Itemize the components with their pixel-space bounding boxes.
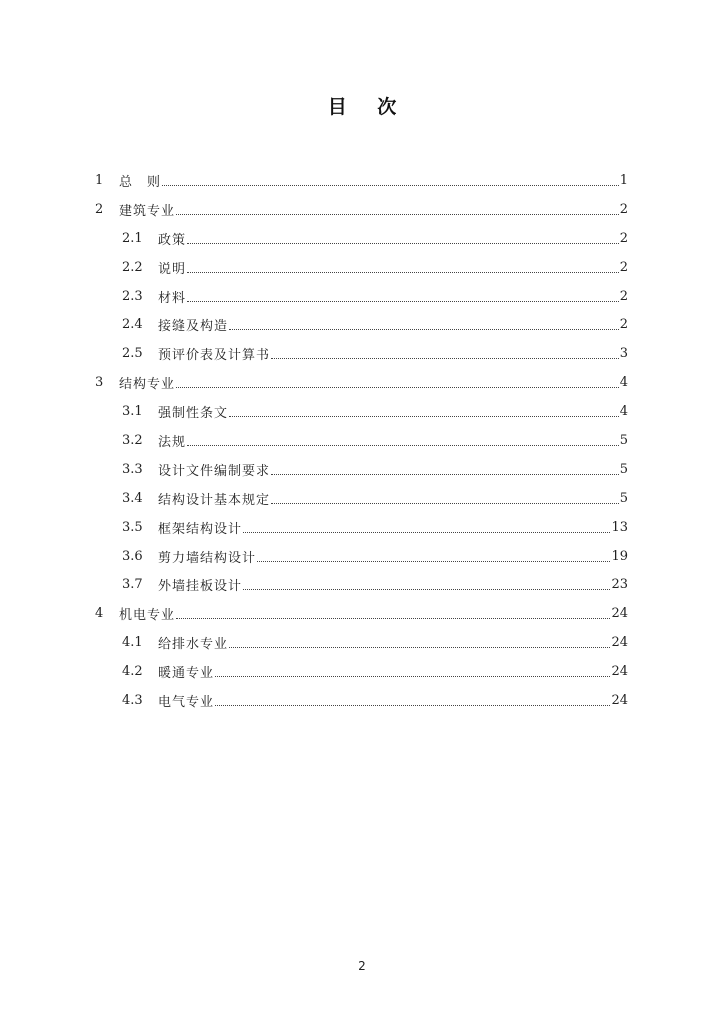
toc-entry-title: 接缝及构造	[158, 319, 229, 335]
toc-entry-page: 24	[611, 664, 628, 680]
toc-entry-number: 3.4	[122, 490, 143, 506]
toc-entry-number: 4.1	[122, 635, 143, 651]
toc-entry-title: 总 则	[119, 174, 162, 190]
toc-entry-title: 预评价表及计算书	[158, 348, 271, 364]
toc-entry[interactable]	[95, 224, 628, 253]
toc-dot-leader	[187, 271, 619, 273]
toc-entry-title: 框架结构设计	[158, 521, 243, 537]
toc-entry[interactable]	[95, 368, 628, 397]
toc-entry-title: 结构设计基本规定	[158, 492, 271, 508]
toc-entry-title: 强制性条文	[158, 406, 229, 422]
toc-entry[interactable]	[95, 513, 628, 542]
toc-entry-number: 2.1	[122, 230, 143, 246]
toc-entry[interactable]	[95, 542, 628, 571]
toc-entry-page: 4	[619, 375, 628, 391]
toc-entry-title: 设计文件编制要求	[158, 463, 271, 479]
toc-entry-title: 政策	[158, 232, 187, 248]
toc-entry[interactable]	[95, 484, 628, 513]
toc-entry-title: 给排水专业	[158, 637, 229, 653]
toc-entry[interactable]	[95, 657, 628, 686]
toc-entry-number: 1	[95, 172, 104, 188]
toc-dot-leader	[187, 444, 619, 446]
page-number: 2	[358, 959, 366, 973]
toc-entry-title: 结构专业	[119, 377, 176, 393]
toc-entry-page: 2	[619, 288, 628, 304]
toc-entry-page: 2	[619, 317, 628, 333]
toc-dot-leader	[162, 184, 619, 186]
toc-dot-leader	[176, 386, 619, 388]
toc-entry[interactable]	[95, 686, 628, 715]
toc-entry-title: 机电专业	[119, 608, 176, 624]
toc-entry-page: 24	[611, 635, 628, 651]
toc-dot-leader	[176, 213, 619, 215]
toc-entry-page: 5	[619, 432, 628, 448]
toc-dot-leader	[215, 675, 610, 677]
toc-dot-leader	[271, 357, 619, 359]
toc-dot-leader	[271, 502, 619, 504]
toc-entry-title: 外墙挂板设计	[158, 579, 243, 595]
toc-entry-page: 13	[611, 519, 628, 535]
toc-entry-title: 暖通专业	[158, 666, 215, 682]
toc-entry-title: 剪力墙结构设计	[158, 550, 257, 566]
toc-dot-leader	[176, 617, 610, 619]
toc-entry-page: 23	[611, 577, 628, 593]
toc-entry-number: 2.5	[122, 346, 143, 362]
toc-dot-leader	[243, 588, 610, 590]
toc-entry-number: 3.2	[122, 432, 143, 448]
toc-dot-leader	[187, 242, 619, 244]
toc-entry[interactable]	[95, 599, 628, 628]
toc-dot-leader	[243, 531, 610, 533]
toc-dot-leader	[187, 300, 619, 302]
toc-entry-page: 1	[619, 172, 628, 188]
page-title: 目 次	[327, 96, 409, 118]
toc-entry-number: 2.2	[122, 259, 143, 275]
toc-entry[interactable]	[95, 166, 628, 195]
toc-entry[interactable]	[95, 426, 628, 455]
toc-entry[interactable]	[95, 570, 628, 599]
toc-dot-leader	[229, 328, 619, 330]
toc-entry-number: 3.6	[122, 548, 143, 564]
toc-entry-number: 3.5	[122, 519, 143, 535]
toc-entry[interactable]	[95, 282, 628, 311]
toc-entry-page: 24	[611, 692, 628, 708]
toc-entry-number: 4	[95, 606, 104, 622]
toc-entry-page: 24	[611, 606, 628, 622]
toc-entry-number: 2	[95, 201, 104, 217]
toc-entry-number: 3	[95, 375, 104, 391]
toc-entry-title: 建筑专业	[119, 203, 176, 219]
toc-entry-page: 5	[619, 490, 628, 506]
toc-entry-page: 2	[619, 259, 628, 275]
toc-entry[interactable]	[95, 310, 628, 339]
toc-dot-leader	[229, 646, 610, 648]
toc-entry-title: 材料	[158, 290, 187, 306]
toc-entry[interactable]	[95, 628, 628, 657]
toc-dot-leader	[271, 473, 619, 475]
toc-entry[interactable]	[95, 455, 628, 484]
toc-entry-page: 4	[619, 404, 628, 420]
toc-entry-page: 19	[611, 548, 628, 564]
toc-entry-page: 2	[619, 201, 628, 217]
table-of-contents	[95, 166, 628, 715]
toc-dot-leader	[215, 704, 610, 706]
toc-entry-number: 3.1	[122, 404, 143, 420]
toc-entry[interactable]	[95, 253, 628, 282]
toc-dot-leader	[257, 560, 610, 562]
toc-entry-number: 3.3	[122, 461, 143, 477]
toc-entry-title: 说明	[158, 261, 187, 277]
toc-entry[interactable]	[95, 397, 628, 426]
toc-entry-number: 4.2	[122, 664, 143, 680]
toc-entry-page: 5	[619, 461, 628, 477]
toc-entry-title: 电气专业	[158, 694, 215, 710]
toc-entry-number: 2.4	[122, 317, 143, 333]
toc-entry-page: 2	[619, 230, 628, 246]
toc-entry-page: 3	[619, 346, 628, 362]
toc-entry[interactable]	[95, 339, 628, 368]
toc-entry-number: 3.7	[122, 577, 143, 593]
toc-entry-title: 法规	[158, 434, 187, 450]
toc-dot-leader	[229, 415, 619, 417]
toc-entry-number: 2.3	[122, 288, 143, 304]
toc-entry-number: 4.3	[122, 692, 143, 708]
toc-entry[interactable]	[95, 195, 628, 224]
